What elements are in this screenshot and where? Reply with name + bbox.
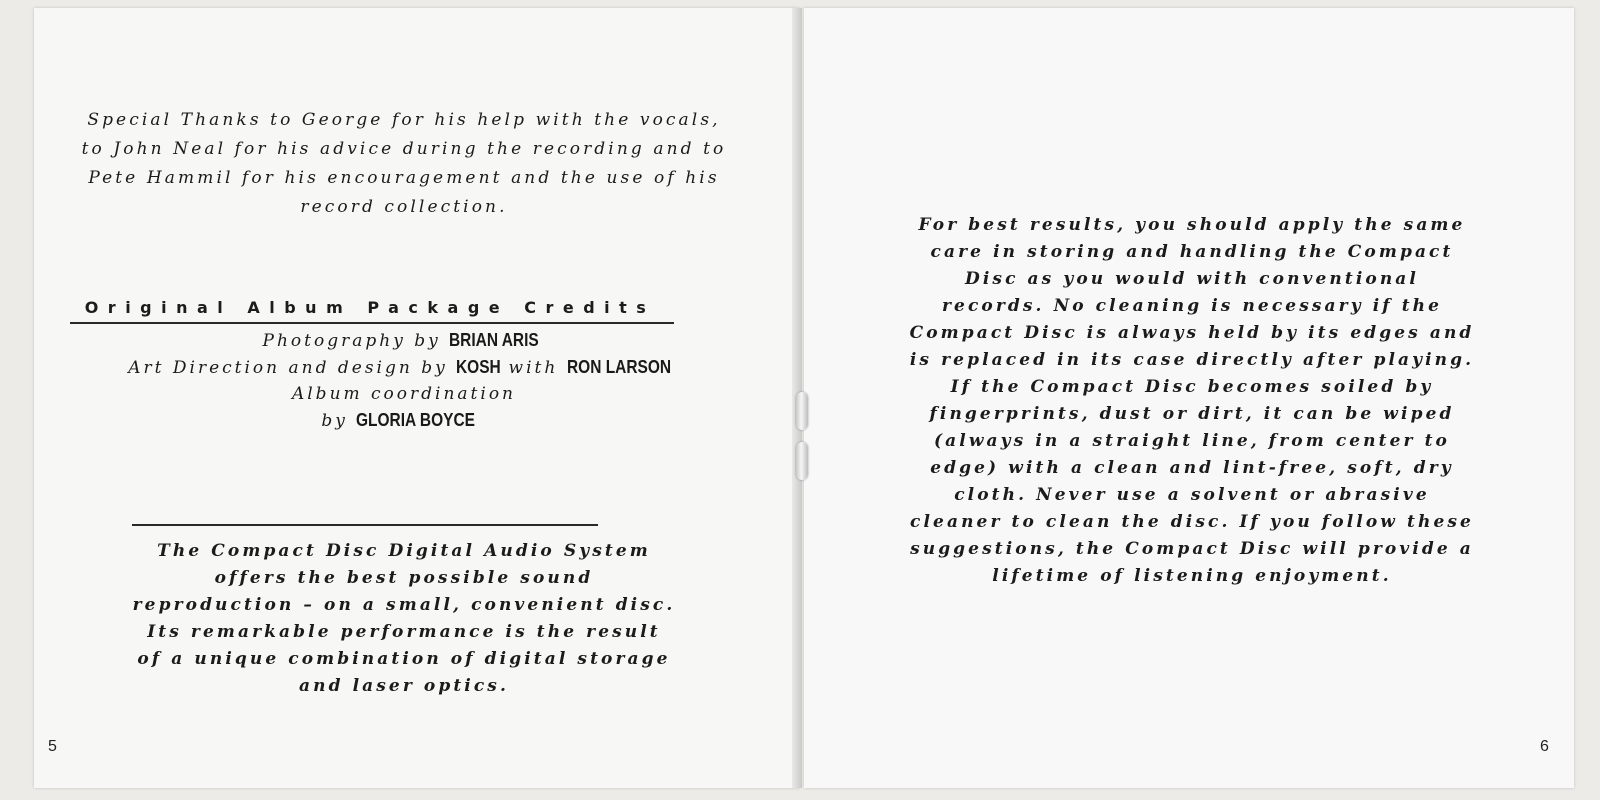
cd-system-text: [64, 538, 744, 700]
credit-coordination: [64, 410, 744, 431]
care-line: care in storing and handling the Compact: [930, 242, 1454, 262]
credit-photography-label: Photography by: [262, 331, 441, 351]
cd-system-line: offers the best possible sound: [214, 568, 594, 588]
care-line: is replaced in its case directly after playing.: [909, 350, 1475, 370]
credit-coordination-name: GLORIA BOYCE: [356, 410, 476, 430]
thanks-line: to John Neal for his advice during the recording and to: [81, 139, 727, 159]
staple-bottom: [796, 442, 808, 480]
page-number-right: 6: [1540, 738, 1549, 755]
special-thanks-text: [64, 106, 744, 222]
disc-care-text: [842, 212, 1542, 590]
care-line: If the Compact Disc becomes soiled by: [950, 377, 1434, 397]
credit-art-name-2: RON LARSON: [566, 357, 671, 377]
credit-art-name: KOSH: [456, 357, 501, 377]
credit-art-direction: [64, 357, 744, 378]
care-line: (always in a straight line, from center to: [934, 431, 1450, 451]
credit-art-with: with: [508, 358, 559, 378]
care-line: fingerprints, dust or dirt, it can be wiped: [929, 404, 1455, 424]
thanks-line: record collection.: [300, 197, 508, 217]
cd-system-line: and laser optics.: [299, 676, 509, 696]
care-line: For best results, you should apply the same: [918, 215, 1466, 235]
cd-system-line: of a unique combination of digital storage: [137, 649, 671, 669]
care-line: Compact Disc is always held by its edges and: [909, 323, 1475, 343]
care-line: cloth. Never use a solvent or abrasive: [954, 485, 1430, 505]
credit-art-label: Art Direction and design by: [128, 358, 448, 378]
cd-system-line: reproduction – on a small, convenient disc.: [132, 595, 676, 615]
care-line: edge) with a clean and lint-free, soft, dry: [930, 458, 1454, 478]
care-line: suggestions, the Compact Disc will provide a: [910, 539, 1474, 559]
staple-top: [796, 392, 808, 430]
thanks-line: Special Thanks to George for his help with the vocals,: [87, 110, 721, 130]
credit-photography-name: BRIAN ARIS: [449, 330, 539, 350]
care-line: lifetime of listening enjoyment.: [992, 566, 1392, 586]
credit-coordination-by: by: [321, 411, 348, 431]
section-divider: [132, 524, 598, 526]
cd-system-line: Its remarkable performance is the result: [147, 622, 661, 642]
credit-photography: [64, 330, 744, 351]
credits-heading: Original Album Package Credits: [84, 298, 656, 317]
care-line: Disc as you would with conventional: [965, 269, 1419, 289]
care-line: cleaner to clean the disc. If you follow these: [910, 512, 1474, 532]
credits-heading-underline: [70, 322, 674, 324]
cd-system-line: The Compact Disc Digital Audio System: [157, 541, 651, 561]
thanks-line: Pete Hammil for his encouragement and the use of his: [88, 168, 720, 188]
care-line: records. No cleaning is necessary if the: [941, 296, 1443, 316]
credit-coordination-label: Album coordination: [291, 384, 517, 404]
page-number-left: 5: [48, 738, 57, 755]
